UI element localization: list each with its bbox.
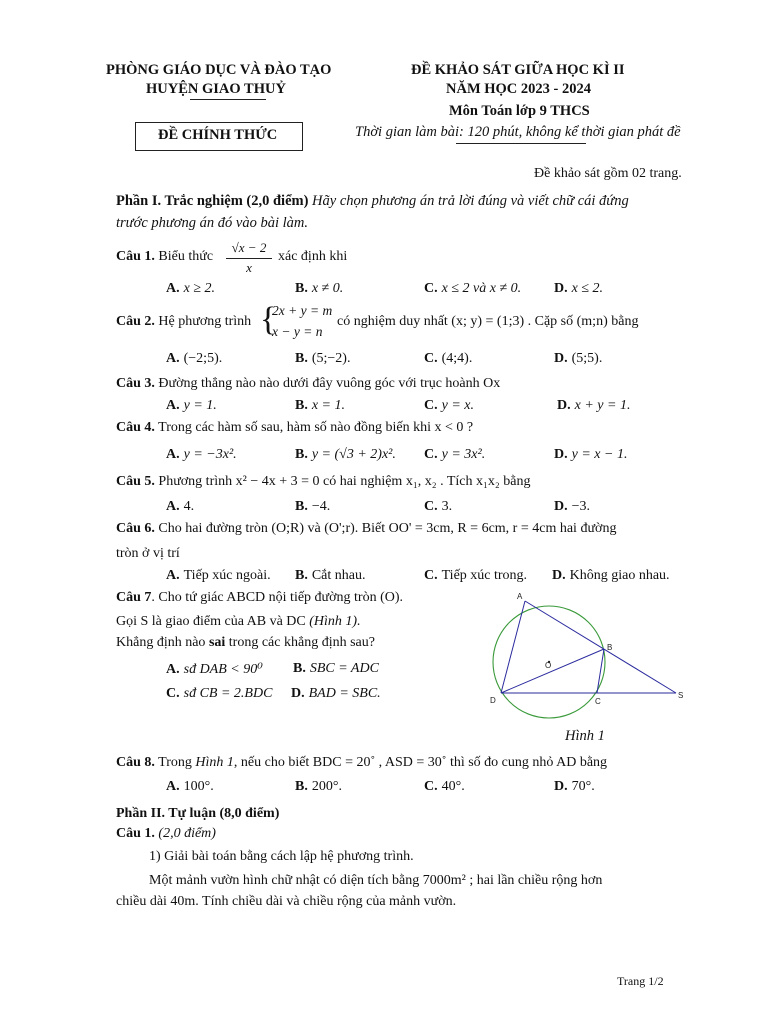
label-O: O xyxy=(545,661,552,670)
label-C: C xyxy=(595,697,601,706)
option-text: 200°. xyxy=(311,779,342,794)
q5-label: Câu 5. xyxy=(116,474,155,489)
header-district-text: HUYỆN GIAO THUỶ xyxy=(146,81,286,97)
q2-equation-2: x − y = n xyxy=(272,324,323,339)
option-letter: D. xyxy=(557,398,571,413)
option-letter: C. xyxy=(424,779,438,794)
q7-option-d xyxy=(291,686,381,702)
q5-option-b xyxy=(295,499,330,515)
q6-text-1: Cho hai đường tròn (O;R) và (O';r). Biết OO' = 3cm, R = 6cm, r = 4cm hai đường xyxy=(158,521,617,536)
time-underline xyxy=(456,143,586,144)
option-text: (−2;5). xyxy=(183,351,223,366)
header-department: PHÒNG GIÁO DỤC VÀ ĐÀO TẠO xyxy=(106,62,332,78)
option-letter: C. xyxy=(424,351,438,366)
option-text: SBC = ADC xyxy=(309,661,379,676)
q1-text-1: Biểu thức xyxy=(158,249,214,264)
q6-option-c xyxy=(424,568,527,584)
q7-text-3b: sai xyxy=(208,635,226,650)
option-text: BAD = SBC. xyxy=(308,686,381,701)
q7-text-3 xyxy=(116,635,375,651)
option-text: y = x. xyxy=(441,398,474,413)
q8-option-b xyxy=(295,779,342,795)
q4-label: Câu 4. xyxy=(116,420,155,435)
q1-text-2: xác định khi xyxy=(278,249,348,264)
q2-option-b xyxy=(295,351,350,367)
q4-stem xyxy=(116,420,473,436)
option-letter: B. xyxy=(295,447,308,462)
q7-option-c xyxy=(166,686,272,702)
option-letter: A. xyxy=(166,398,180,413)
option-letter: D. xyxy=(554,351,568,366)
option-letter: B. xyxy=(295,568,308,583)
option-text: x ≤ 2 và x ≠ 0. xyxy=(441,281,522,296)
q2-equation-1: 2x + y = m xyxy=(272,303,333,318)
part2-title: . Tự luận (8,0 điểm) xyxy=(161,806,280,821)
part1-instruction: Hãy chọn phương án trả lời đúng và viết chữ cái đứng xyxy=(308,193,629,209)
q8-label: Câu 8. xyxy=(116,755,155,770)
option-text: sđ CB = 2.BDC xyxy=(183,686,273,701)
part1-heading xyxy=(116,193,629,210)
option-text: (5;5). xyxy=(571,351,603,366)
q7-label: Câu 7 xyxy=(116,590,152,605)
q7-option-a xyxy=(166,661,263,678)
option-letter: A. xyxy=(166,662,180,677)
part2-label: Phần II xyxy=(116,806,162,821)
figure-caption: Hình 1 xyxy=(565,728,605,744)
exam-title: ĐỀ KHẢO SÁT GIỮA HỌC KÌ II xyxy=(411,62,625,78)
option-text: y = 3x². xyxy=(441,447,486,462)
option-text: 3. xyxy=(441,499,453,514)
q3-label: Câu 3. xyxy=(116,376,155,391)
option-text: 4. xyxy=(183,499,195,514)
option-text: y = 1. xyxy=(183,398,217,413)
q3-option-a xyxy=(166,398,217,414)
option-text: −3. xyxy=(571,499,591,514)
figure-1 xyxy=(478,588,688,723)
header-district xyxy=(146,81,286,98)
option-letter: D. xyxy=(291,686,305,701)
option-letter: A. xyxy=(166,351,180,366)
q3-option-c xyxy=(424,398,474,414)
q4-option-a xyxy=(166,447,237,463)
q8-stem xyxy=(116,755,607,771)
q2-text-1: Hệ phương trình xyxy=(158,314,252,329)
q7-text-2b: (Hình 1). xyxy=(309,614,361,629)
option-letter: A. xyxy=(166,447,180,462)
option-letter: C. xyxy=(424,499,438,514)
q6-option-a xyxy=(166,568,271,584)
option-letter: D. xyxy=(552,568,566,583)
option-text: (5;−2). xyxy=(311,351,351,366)
part2-q1-label: Câu 1. xyxy=(116,826,155,841)
label-D: D xyxy=(490,696,496,705)
option-letter: C. xyxy=(424,281,438,296)
q3-text: Đường thẳng nào nào dưới đây vuông góc với trục hoành Ox xyxy=(158,376,501,391)
option-letter: B. xyxy=(295,398,308,413)
q2-label: Câu 2. xyxy=(116,314,155,329)
part2-q1-heading xyxy=(116,826,216,842)
q6-stem xyxy=(116,521,616,537)
district-underline xyxy=(190,99,266,100)
option-text: Tiếp xúc trong. xyxy=(441,568,528,583)
q5-stem xyxy=(116,474,530,490)
q2-stem xyxy=(116,314,251,330)
option-letter: D. xyxy=(554,499,568,514)
part2-heading xyxy=(116,806,279,822)
option-letter: D. xyxy=(554,779,568,794)
option-letter: B. xyxy=(295,351,308,366)
part2-paragraph-2: chiều dài 40m. Tính chiều dài và chiều rộng của mảnh vườn. xyxy=(116,894,457,909)
segment-AS xyxy=(525,601,676,693)
q5-option-c xyxy=(424,499,452,515)
option-letter: B. xyxy=(295,499,308,514)
q8-text-1: Trong xyxy=(158,755,196,770)
q1-option-a xyxy=(166,281,215,297)
q1-option-c xyxy=(424,281,521,297)
q2-option-c xyxy=(424,351,472,367)
q1-stem xyxy=(116,249,213,265)
option-letter: C. xyxy=(424,447,438,462)
subject: Môn Toán lớp 9 THCS xyxy=(449,103,590,119)
q8-text-2: , nếu cho biết BDC = 20˚ , ASD = 30˚ thì số đo cung nhỏ AD bằng xyxy=(233,755,608,770)
part2-paragraph-1: Một mảnh vườn hình chữ nhật có diện tích bằng 7000m² ; hai lần chiều rộng hơn xyxy=(149,873,603,888)
label-B: B xyxy=(607,643,613,652)
q3-option-d xyxy=(557,398,630,414)
part1-instruction-2: trước phương án đó vào bài làm. xyxy=(116,215,308,231)
q3-stem xyxy=(116,376,500,392)
q7-option-b xyxy=(293,661,379,677)
q7-text-3a: Khẳng định nào xyxy=(116,635,209,650)
option-letter: A. xyxy=(166,779,180,794)
q1-option-d xyxy=(554,281,603,297)
option-text: y = x − 1. xyxy=(571,447,628,462)
q6-text-2: tròn ở vị trí xyxy=(116,546,180,561)
part2-item-1: 1) Giải bài toán bằng cách lập hệ phương trình. xyxy=(149,849,414,864)
option-text: Cắt nhau. xyxy=(311,568,366,583)
part1-title: . Trắc nghiệm (2,0 điểm) xyxy=(157,193,309,209)
option-text: x ≤ 2. xyxy=(571,281,604,296)
official-label: ĐỀ CHÍNH THỨC xyxy=(158,127,278,143)
option-text: x ≠ 0. xyxy=(311,281,344,296)
q1-option-b xyxy=(295,281,343,297)
school-year: NĂM HỌC 2023 - 2024 xyxy=(446,81,591,97)
q7-text-2 xyxy=(116,614,361,630)
option-letter: A. xyxy=(166,281,180,296)
q7-text-2a: Gọi S là giao điểm của AB và DC xyxy=(116,614,310,629)
q8-text-1i: Hình 1 xyxy=(195,755,234,770)
option-text: Không giao nhau. xyxy=(569,568,670,583)
q2-brace: { xyxy=(260,301,277,338)
q6-label: Câu 6. xyxy=(116,521,155,536)
option-text: 70°. xyxy=(571,779,595,794)
q7-text-1: . Cho tứ giác ABCD nội tiếp đường tròn (O). xyxy=(151,590,404,605)
option-letter: C. xyxy=(166,686,180,701)
option-text: sđ DAB < 90⁰ xyxy=(183,662,263,677)
option-letter: B. xyxy=(295,779,308,794)
option-letter: B. xyxy=(293,661,306,676)
option-letter: D. xyxy=(554,447,568,462)
option-letter: C. xyxy=(424,568,438,583)
segment-DB xyxy=(501,649,604,693)
page-number: Trang 1/2 xyxy=(617,974,664,988)
q4-option-c xyxy=(424,447,485,463)
option-text: x + y = 1. xyxy=(574,398,631,413)
option-letter: C. xyxy=(424,398,438,413)
segment-AD xyxy=(501,601,525,693)
option-text: y = (√3 + 2)x². xyxy=(311,447,396,462)
q7-text-3c: trong các khẳng định sau? xyxy=(225,635,375,650)
q8-option-d xyxy=(554,779,595,795)
option-letter: B. xyxy=(295,281,308,296)
q5-option-a xyxy=(166,499,194,515)
option-text: x ≥ 2. xyxy=(183,281,216,296)
option-text: (4;4). xyxy=(441,351,473,366)
q1-fraction-bar xyxy=(226,258,272,259)
q5-option-d xyxy=(554,499,590,515)
label-A: A xyxy=(517,592,523,601)
option-text: −4. xyxy=(311,499,331,514)
pages-note: Đề khảo sát gồm 02 trang. xyxy=(534,166,682,181)
q8-option-c xyxy=(424,779,465,795)
time-allowed: Thời gian làm bài: 120 phút, không kể thời gian phát đề xyxy=(355,124,681,140)
option-letter: A. xyxy=(166,499,180,514)
q1-numerator: √x − 2 xyxy=(231,240,267,255)
q6-option-b xyxy=(295,568,366,584)
part2-q1-points: (2,0 điểm) xyxy=(154,826,216,841)
segment-BC xyxy=(597,649,604,693)
option-letter: A. xyxy=(166,568,180,583)
option-text: Tiếp xúc ngoài. xyxy=(183,568,271,583)
q2-text-2: có nghiệm duy nhất (x; y) = (1;3) . Cặp số (m;n) bằng xyxy=(337,314,639,329)
option-text: y = −3x². xyxy=(183,447,237,462)
option-letter: D. xyxy=(554,281,568,296)
q4-text: Trong các hàm số sau, hàm số nào đồng biến khi x < 0 ? xyxy=(158,420,474,435)
part1-label: Phần I xyxy=(116,193,158,209)
q2-option-a xyxy=(166,351,222,367)
q1-label: Câu 1. xyxy=(116,249,155,264)
q1-denominator: x xyxy=(246,260,252,275)
q8-option-a xyxy=(166,779,214,795)
q7-stem xyxy=(116,590,403,606)
q3-option-b xyxy=(295,398,345,414)
option-text: 40°. xyxy=(441,779,465,794)
q5-text: Phương trình x² − 4x + 3 = 0 có hai nghiệm x₁, x₂ . Tích x₁x₂ bằng xyxy=(158,474,531,489)
option-text: 100°. xyxy=(183,779,214,794)
q2-option-d xyxy=(554,351,602,367)
q4-option-d xyxy=(554,447,627,463)
q6-option-d xyxy=(552,568,670,584)
option-text: x = 1. xyxy=(311,398,346,413)
q4-option-b xyxy=(295,447,396,463)
label-S: S xyxy=(678,691,684,700)
